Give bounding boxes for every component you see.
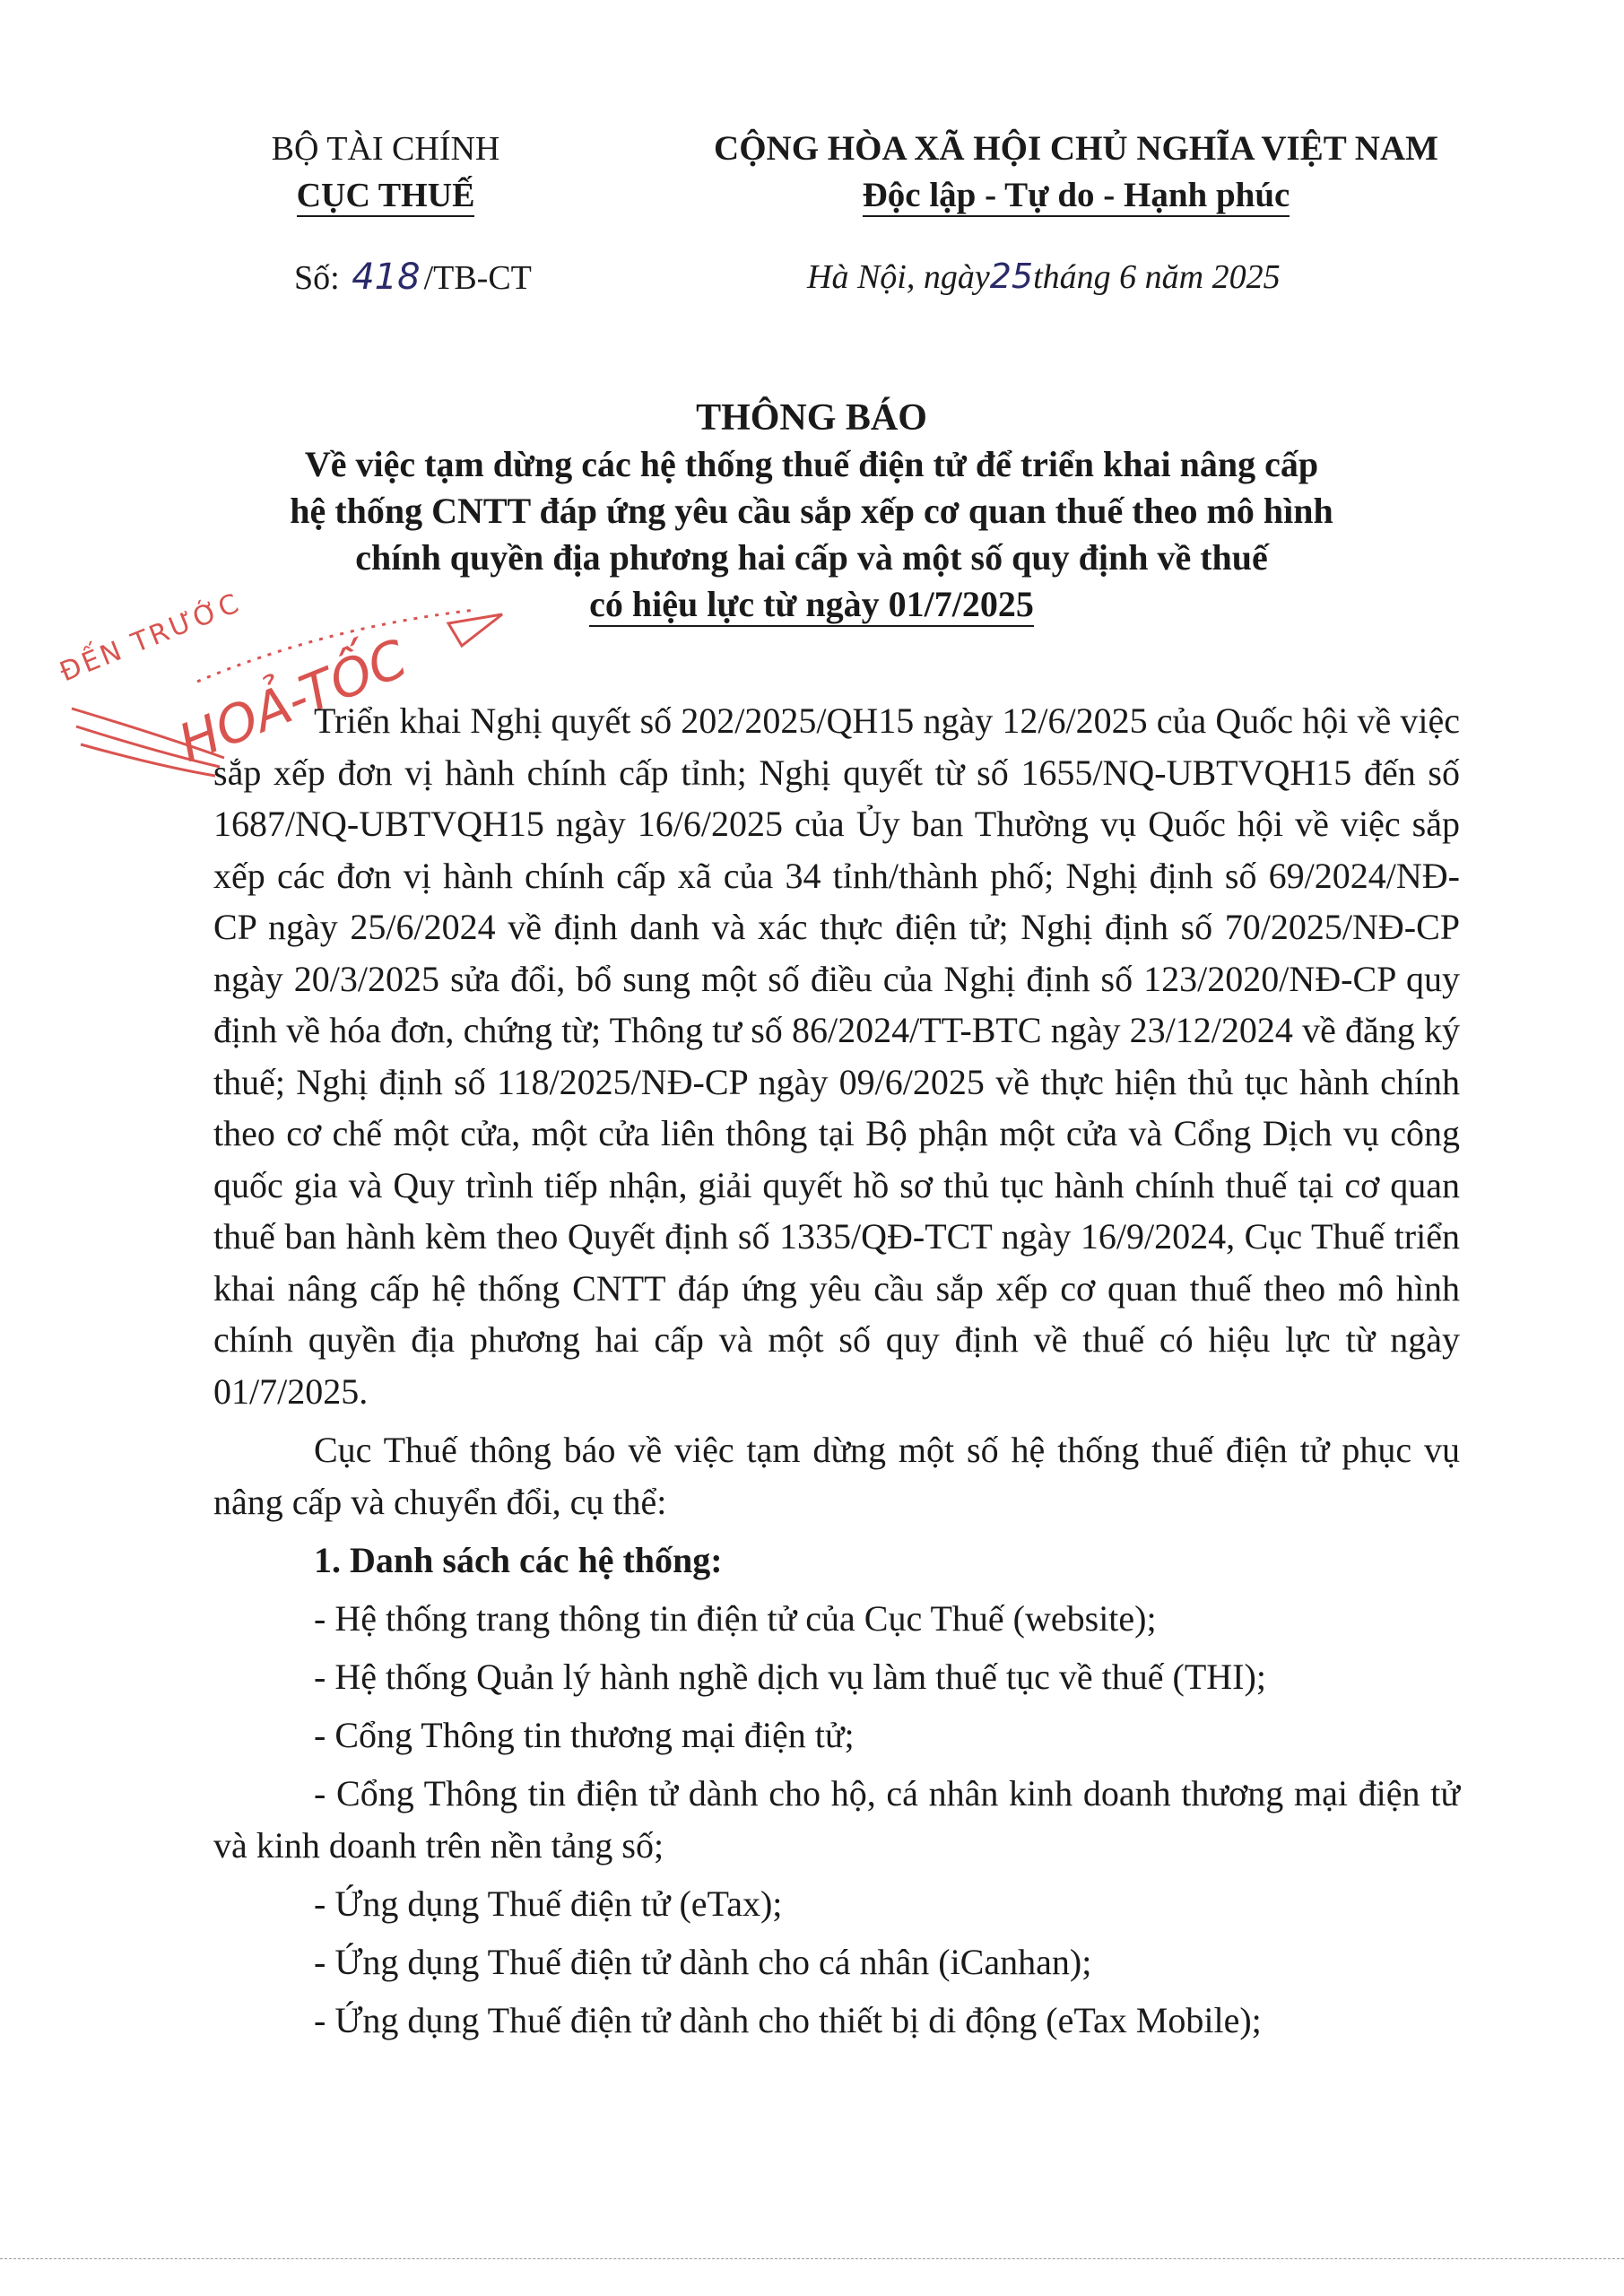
doc-number-handwritten: 418 (352, 257, 421, 298)
list-item: - Hệ thống trang thông tin điện tử của Cục Thuế (website); (314, 1598, 1157, 1639)
list-item: - Hệ thống Quản lý hành nghề dịch vụ làm thuế tục về thuế (THI); (314, 1657, 1266, 1697)
body-paragraph-1: Triển khai Nghị quyết số 202/2025/QH15 ngày 12/6/2025 của Quốc hội về việc sắp xếp đơn vị hành chính cấp tỉnh; Nghị quyết từ số 1655/NQ-UBTVQH15 đến số 1687/NQ-UBTVQH15 ngày 16/6/2025 của Ủy ban Thường vụ Quốc hội về việc sắp xếp các đơn vị hành chính cấp xã của 34 tỉnh/thành phố; Nghị định số 69/2024/NĐ-CP ngày 25/6/2024 về định danh và xác thực điện tử; Nghị định số 70/2025/NĐ-CP ngày 20/3/2025 sửa đổi, bổ sung một số điều của Nghị định số 123/2020/NĐ-CP quy định về hóa đơn, chứng từ; Thông tư số 86/2024/TT-BTC ngày 23/12/2024 về đăng ký thuế; Nghị định số 118/2025/NĐ-CP ngày 09/6/2025 về thực hiện thủ tục hành chính theo cơ chế một cửa, một cửa liên thông tại Bộ phận một cửa và Cổng Dịch vụ công quốc gia và Quy trình tiếp nhận, giải quyết hồ sơ thủ tục hành chính thuế tại cơ quan thuế ban hành kèm theo Quyết định số 1335/QĐ-TCT ngày 16/9/2024, Cục Thuế triển khai nâng cấp hệ thống CNTT đáp ứng yêu cầu sắp xếp cơ quan thuế theo mô hình chính quyền địa phương hai cấp và một số quy định về thuế có hiệu lực từ ngày 01/7/2025. (213, 700, 1460, 1412)
national-motto: Độc lập - Tự do - Hạnh phúc (863, 176, 1290, 217)
list-item: - Cổng Thông tin điện tử dành cho hộ, cá nhân kinh doanh thương mại điện tử và kinh doanh trên nền tảng số; (213, 1773, 1460, 1866)
stamp-text-line-2: HOẢ-TỐC (169, 627, 416, 774)
issuing-agency-block (224, 126, 547, 219)
title-heading: THÔNG BÁO (696, 397, 927, 439)
title-line-4: có hiệu lực từ ngày 01/7/2025 (589, 584, 1034, 627)
body-paragraph-2: Cục Thuế thông báo về việc tạm dừng một số hệ thống thuế điện tử phục vụ nâng cấp và chuyển đổi, cụ thể: (213, 1430, 1460, 1522)
national-header-block (690, 126, 1462, 219)
doc-number-suffix: /TB-CT (423, 259, 532, 297)
list-item: - Ứng dụng Thuế điện tử dành cho thiết bị di động (eTax Mobile); (314, 1999, 1262, 2040)
document-number (294, 257, 532, 298)
document-date (807, 257, 1281, 297)
document-body (213, 695, 1460, 2046)
title-line-2: hệ thống CNTT đáp ứng yêu cầu sắp xếp cơ quan thuế theo mô hình (290, 491, 1333, 531)
title-line-1: Về việc tạm dừng các hệ thống thuế điện tử để triển khai nâng cấp (304, 444, 1319, 484)
date-handwritten-day: 25 (989, 257, 1034, 296)
parent-ministry: BỘ TÀI CHÍNH (271, 130, 500, 168)
stamp-text-line-1: ĐẾN TRƯỚC (55, 587, 246, 689)
stamp-arrow-head (448, 614, 502, 646)
national-title: CỘNG HÒA XÃ HỘI CHỦ NGHĨA VIỆT NAM (714, 129, 1438, 168)
list-item: - Ứng dụng Thuế điện tử (eTax); (314, 1883, 783, 1924)
page-bottom-divider (0, 2258, 1624, 2259)
title-line-3: chính quyền địa phương hai cấp và một số quy định về thuế (355, 537, 1268, 578)
doc-number-prefix: Số: (294, 259, 340, 297)
date-prefix: Hà Nội, ngày (807, 258, 990, 296)
date-suffix: tháng 6 năm 2025 (1033, 258, 1281, 296)
issuing-agency: CỤC THUẾ (297, 176, 475, 217)
list-item: - Cổng Thông tin thương mại điện tử; (314, 1715, 855, 1755)
list-item: - Ứng dụng Thuế điện tử dành cho cá nhân (iCanhan); (314, 1941, 1092, 1982)
section-1-title: 1. Danh sách các hệ thống: (314, 1540, 723, 1580)
